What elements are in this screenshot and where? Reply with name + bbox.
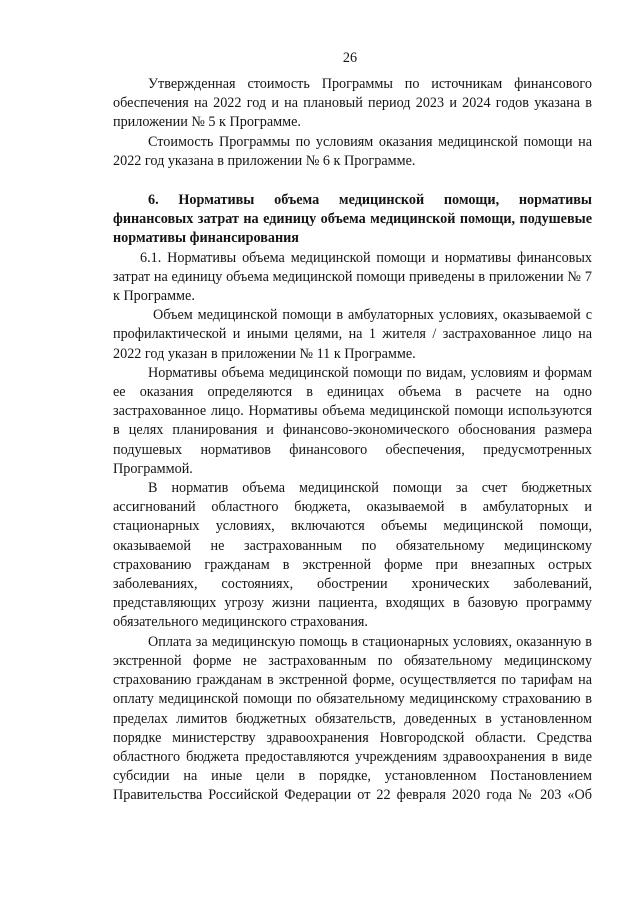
paragraph-ambulatory-volume: Объем медицинской помощи в амбулаторных условиях, оказываемой с профилактической и иными целями, на 1 жителя / застрахованное лицо на 2022 год указан в приложении № 11 к Программе. xyxy=(113,307,592,362)
paragraph-6-1: 6.1. Нормативы объема медицинской помощи и нормативы финансовых затрат на единицу объема медицинской помощи приведены в приложении № 7 к Программе. xyxy=(113,249,592,305)
section-heading-6: 6. Нормативы объема медицинской помощи, нормативы финансовых затрат на единицу объема медицинской помощи, подушевые нормативы финансирования xyxy=(113,192,592,247)
paragraph-inpatient-payment: Оплата за медицинскую помощь в стационарных условиях, оказанную в экстренной форме не застрахованным по обязательному медицинскому страхованию гражданам в экстренной форме, осуществляется по тарифам на оплату медицинской помощи по обязательному медицинскому страхованию в пределах лимитов бюджетных обязательств, доведенных в установленном порядке министерству здравоохранения Новгородской области. Средства областного бюджета предоставляются учреждениям здравоохранения в виде субсидии на иные цели в порядке, установленном Постановлением Правительства Российской Федерации от 22 февраля 2020 года № 203 «Об xyxy=(113,633,592,804)
section-spacer xyxy=(113,171,592,191)
paragraph-program-cost-sources: Утвержденная стоимость Программы по источникам финансового обеспечения на 2022 год и на плановый период 2023 и 2024 годов указана в приложении № 5 к Программе. xyxy=(113,76,592,131)
page-number: 26 xyxy=(342,50,358,66)
paragraph-volume-norms: Нормативы объема медицинской помощи по видам, условиям и формам ее оказания определяются в единицах объема в расчете на одно застрахованное лицо. Нормативы объема медицинской помощи используются в целях планирования и финансово-экономического обоснования размера подушевых нормативов финансового обеспечения, предусмотренных Программой. xyxy=(113,364,592,477)
paragraph-regional-budget-norm: В норматив объема медицинской помощи за счет бюджетных ассигнований областного бюджета, оказываемой в амбулаторных и стационарных условиях, включаются объемы медицинской помощи, оказываемой не застрахованным по обязательному медицинскому страхованию гражданам в экстренной форме при внезапных острых заболеваниях, состояниях, обострении хронических заболеваний, представляющих угрозу жизни пациента, входящих в базовую программу обязательного медицинского страхования. xyxy=(113,480,592,631)
document-body xyxy=(113,75,592,806)
paragraph-program-cost-conditions: Стоимость Программы по условиям оказания медицинской помощи на 2022 год указана в приложении № 6 к Программе. xyxy=(113,133,592,169)
